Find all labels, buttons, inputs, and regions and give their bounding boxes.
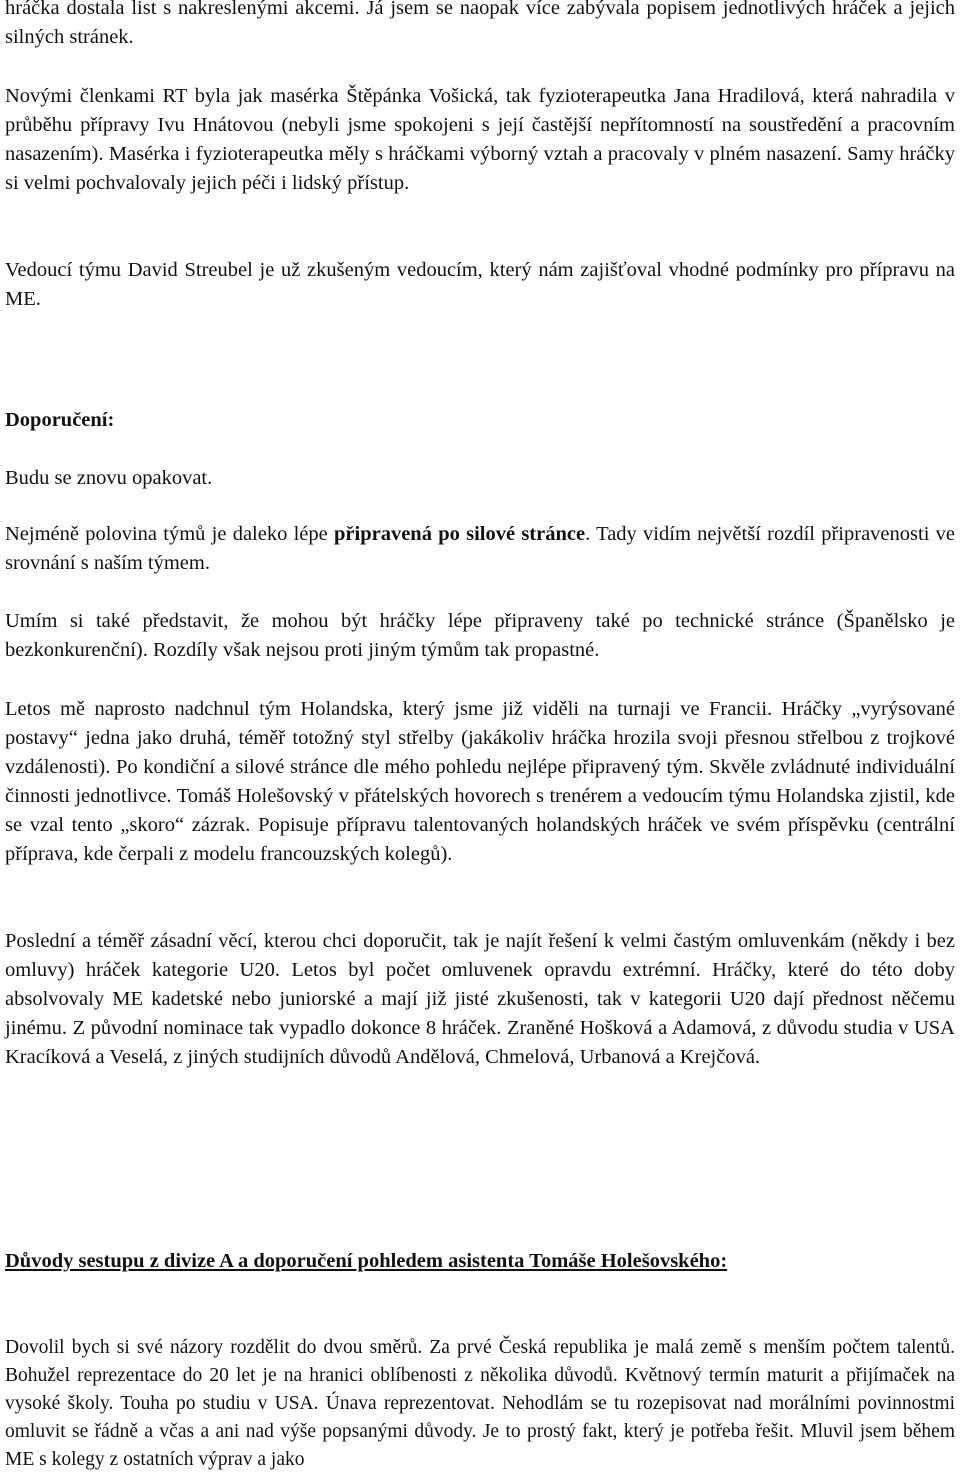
- text-run-bold: připravená po silové stránce: [334, 523, 586, 545]
- paragraph-intro: hráčka dostala list s nakreslenými akcemi. Já jsem se naopak více zabývala popisem jednotlivých hráček a jejich silných stránek.: [5, 0, 955, 48]
- paragraph-team-members: Novými členkami RT byla jak masérka Štěpánka Vošická, tak fyzioterapeutka Jana Hradilová, která nahradila v průběhu přípravy Ivu Hnátovou (nebyli jsme spokojeni s její častější nepřítomností na soustředění a pracovním nasazením). Masérka i fyzioterapeutka měly s hráčkami výborný vztah a pracovaly v plném nasazení. Samy hráčky si velmi pochvalovaly jejich péči i lidský přístup.: [5, 85, 955, 194]
- text-run: . Tady vidím největší rozdíl připravenosti ve srovnání s naším týmem.: [5, 523, 955, 574]
- paragraph-technique: Umím si také představit, že mohou být hráčky lépe připraveny také po technické stránce (Španělsko je bezkonkurenční). Rozdíly však nejsou proti jiným týmům tak propastné.: [5, 610, 955, 661]
- text-run: Nejméně polovina týmů je daleko lépe: [5, 523, 334, 545]
- paragraph-team-leader: Vedoucí týmu David Streubel je už zkušeným vedoucím, který nám zajišťoval vhodné podmínky pro přípravu na ME.: [5, 259, 955, 310]
- paragraph-strength: [5, 520, 955, 578]
- section-heading-relegation: Důvody sestupu z divize A a doporučení pohledem asistenta Tomáše Holešovského:: [5, 1250, 728, 1272]
- section-heading-recommendation: Doporučení:: [5, 409, 115, 431]
- paragraph-reasons: Dovolil bych si své názory rozdělit do dvou směrů. Za prvé Česká republika je malá země s menším počtem talentů. Bohužel reprezentace do 20 let je na hranici oblíbenosti z několika důvodů. Květnový termín maturit a přijímaček na vysoké školy. Touha po studiu v USA. Únava reprezentovat. Nehodlám se tu rozepisovat nad morálními povinnostmi omluvit se řádně a včas a ani nad výše popsanými důvody. Je to prostý fakt, který je potřeba řešit. Mluvil jsem během ME s kolegy z ostatních výprav a jako: [5, 1337, 955, 1470]
- paragraph-repeat: Budu se znovu opakovat.: [5, 467, 213, 489]
- paragraph-netherlands: Letos mě naprosto nadchnul tým Holandska, který jsme již viděli na turnaji ve Francii. Hráčky „vyrýsované postavy“ jedna jako druhá, téměř totožný styl střelby (jakákoliv hráčka hrozila svoji přesnou střelbou z trojkové vzdálenosti). Po kondiční a silové stránce dle mého pohledu nejlépe připravený tým. Skvěle zvládnuté individuální činnosti jednotlivce. Tomáš Holešovský v přátelských hovorech s trenérem a vedoucím týmu Holandska zjistil, kde se vzal tento „skoro“ zázrak. Popisuje přípravu talentovaných holandských hráček ve svém příspěvku (centrální příprava, kde čerpali z modelu francouzských kolegů).: [5, 698, 955, 865]
- paragraph-excuses: Poslední a téměř zásadní věcí, kterou chci doporučit, tak je najít řešení k velmi častým omluvenkám (někdy i bez omluvy) hráček kategorie U20. Letos byl počet omluvenek opravdu extrémní. Hráčky, které do této doby absolvovaly ME kadetské nebo juniorské a mají již jisté zkušenosti, tak v kategorii U20 dají přednost něčemu jinému. Z původní nominace tak vypadlo dokonce 8 hráček. Zraněné Hošková a Adamová, z důvodu studia v USA Kracíková a Veselá, z jiných studijních důvodů Andělová, Chmelová, Urbanová a Krejčová.: [5, 930, 955, 1068]
